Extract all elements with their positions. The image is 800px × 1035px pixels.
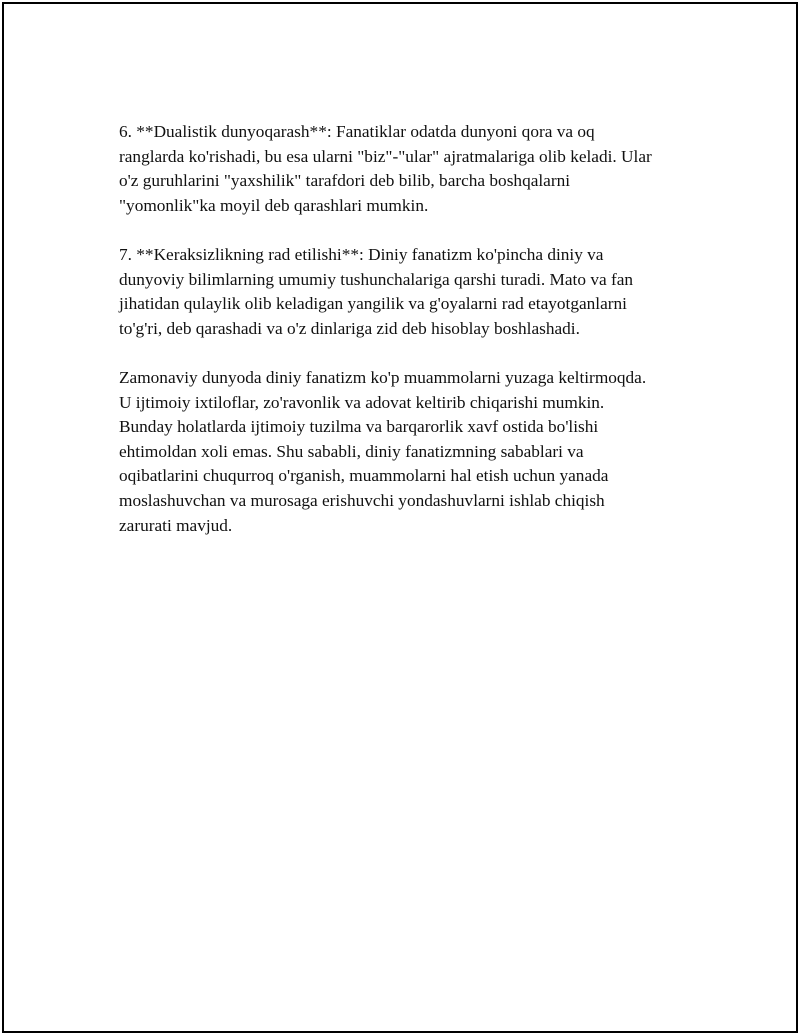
text-line: ranglarda ko'rishadi, bu esa ularni "biz"-"ular" ajratmalariga olib keladi. Ular (119, 146, 652, 166)
text-line: jihatidan qulaylik olib keladigan yangilik va g'oyalarni rad etayotganlarni (119, 294, 627, 314)
paragraph-rejection (119, 243, 699, 341)
paragraph-dualistic-worldview (119, 120, 699, 218)
text-line: U ijtimoiy ixtiloflar, zo'ravonlik va adovat keltirib chiqarishi mumkin. (119, 392, 605, 412)
document-page (2, 2, 798, 1033)
text-line: 7. **Keraksizlikning rad etilishi**: Diniy fanatizm ko'pincha diniy va (119, 244, 604, 264)
text-line: Zamonaviy dunyoda diniy fanatizm ko'p muammolarni yuzaga keltirmoqda. (119, 367, 647, 387)
text-line: zarurati mavjud. (119, 515, 233, 535)
text-line: moslashuvchan va murosaga erishuvchi yondashuvlarni ishlab chiqish (119, 490, 605, 510)
text-line: Bunday holatlarda ijtimoiy tuzilma va barqarorlik xavf ostida bo'lishi (119, 417, 599, 437)
text-line: "yomonlik"ka moyil deb qarashlari mumkin. (119, 195, 429, 215)
document-body (119, 120, 699, 563)
text-line: dunyoviy bilimlarning umumiy tushunchalariga qarshi turadi. Mato va fan (119, 269, 634, 289)
paragraph-conclusion (119, 366, 699, 538)
text-line: oqibatlarini chuqurroq o'rganish, muammolarni hal etish uchun yanada (119, 466, 609, 486)
text-line: 6. **Dualistik dunyoqarash**: Fanatiklar odatda dunyoni qora va oq (119, 122, 595, 141)
text-line: o'z guruhlarini "yaxshilik" tarafdori deb bilib, barcha boshqalarni (119, 171, 571, 191)
text-line: ehtimoldan xoli emas. Shu sababli, diniy fanatizmning sabablari va (119, 441, 584, 461)
text-line: to'g'ri, deb qarashadi va o'z dinlariga zid deb hisoblay boshlashadi. (119, 318, 580, 338)
